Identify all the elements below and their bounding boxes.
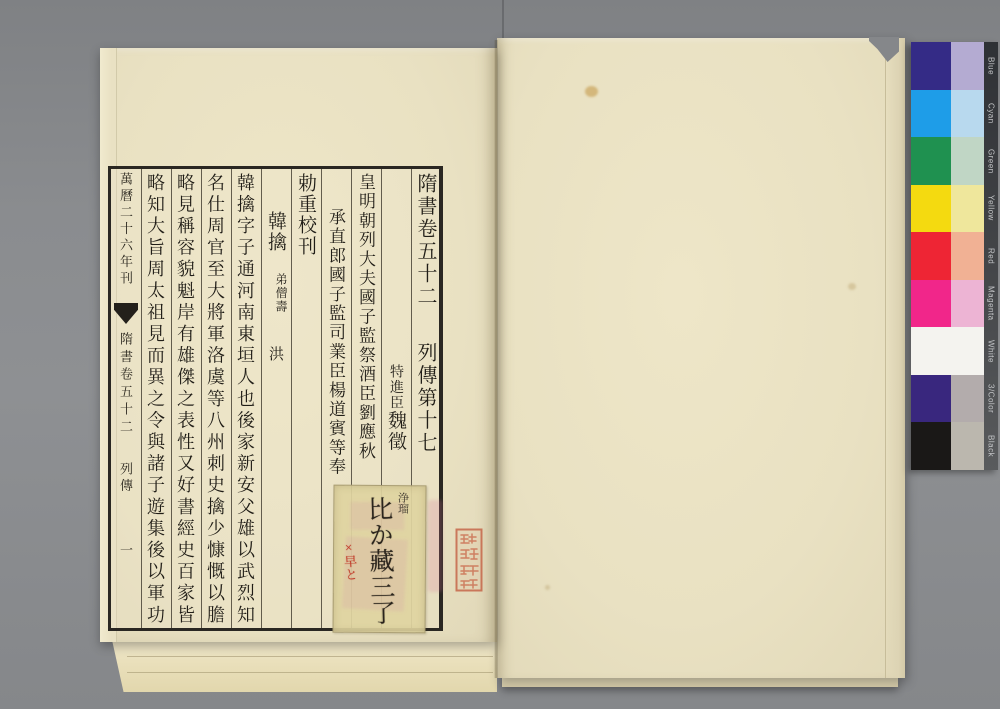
shelf-label-slip <box>332 485 426 634</box>
colorbar-label: Black <box>986 435 996 458</box>
blank-right-page <box>497 38 905 678</box>
editor-column-1: 皇明朝列大夫國子監祭酒臣劉應秋 <box>356 173 375 461</box>
color-patch-magenta-tint <box>951 280 984 328</box>
color-patch-row <box>911 375 984 423</box>
centerfold-running-title: 隋書卷五十二 <box>118 332 133 437</box>
colorbar-label-cell <box>984 327 998 375</box>
color-patch-row <box>911 422 984 470</box>
handwritten-shelfmark: 比か藏三了 <box>364 495 395 627</box>
colorbar-label-cell <box>984 90 998 138</box>
body-column-2: 名仕周官至大將軍洛虞等八州刺史擒少慷慨以膽 <box>205 173 225 627</box>
color-patch-row <box>911 185 984 233</box>
colorbar-label-cell <box>984 280 998 328</box>
color-patch-yellow-tint <box>951 185 984 233</box>
color-patch-green-tint <box>951 137 984 185</box>
book-block-edge-left <box>112 640 497 692</box>
colorbar-label: Red <box>986 247 996 265</box>
compiler-column <box>380 364 410 453</box>
paper-stain <box>585 86 598 97</box>
biography-name: 韓擒 <box>265 211 286 253</box>
colorbar-label-cell <box>984 42 998 90</box>
red-inventory-mark: ×早と <box>340 539 359 582</box>
centerfold-edition-note: 萬曆二十六年刊 <box>118 172 133 288</box>
biography-subname-1: 弟僧壽 <box>274 273 288 314</box>
stamp-bleed-through <box>428 500 443 592</box>
centerfold-section: 列傳 <box>118 462 133 495</box>
paper-stain <box>848 283 856 290</box>
color-patch-black-tint <box>951 422 984 470</box>
colorbar-label: Yellow <box>986 195 996 222</box>
colorbar-label: Cyan <box>986 102 996 124</box>
body-column-4: 略知大旨周太祖見而異之令與諸子遊集後以軍功 <box>145 173 165 627</box>
body-column-3: 略見稱容貌魁岸有雄傑之表性又好書經史百家皆 <box>175 173 195 627</box>
gutter-fold <box>494 40 498 678</box>
colorbar-label-cell <box>984 137 998 185</box>
color-patch-green-solid <box>911 137 951 185</box>
paper-stain <box>545 585 550 590</box>
color-patch-row <box>911 327 984 375</box>
compiler-name: 魏徵 <box>385 410 406 453</box>
color-label-strip <box>984 42 998 470</box>
colorbar-label: Green <box>986 148 996 174</box>
color-patch-red-solid <box>911 232 951 280</box>
color-patch-row <box>911 280 984 328</box>
color-patch-row <box>911 42 984 90</box>
colorbar-label: 3/Color <box>986 383 996 414</box>
color-patch-rows <box>911 42 984 470</box>
color-patch-row <box>911 137 984 185</box>
colorbar-label: Magenta <box>986 286 996 321</box>
color-patch-row <box>911 90 984 138</box>
colorbar-label-cell <box>984 232 998 280</box>
color-patch-3/color-solid <box>911 375 951 423</box>
color-patch-yellow-solid <box>911 185 951 233</box>
color-patch-magenta-solid <box>911 280 951 328</box>
colorbar-label-cell <box>984 185 998 233</box>
color-calibration-bar <box>911 42 998 470</box>
biography-subname-2: 洪 <box>267 346 283 363</box>
color-patch-red-tint <box>951 232 984 280</box>
color-patch-3/color-tint <box>951 375 984 423</box>
collection-seal-stamp <box>455 528 483 592</box>
backdrop-seam <box>502 0 504 42</box>
body-column-1: 韓擒字子通河南東垣人也後家新安父雄以武烈知 <box>235 173 255 627</box>
color-patch-blue-solid <box>911 42 951 90</box>
color-patch-cyan-solid <box>911 90 951 138</box>
colorbar-label: Blue <box>986 56 996 75</box>
color-patch-cyan-tint <box>951 90 984 138</box>
compiler-rank: 特進臣 <box>388 364 403 411</box>
handwritten-side-note: 浄瑠 <box>396 492 409 515</box>
color-patch-blue-tint <box>951 42 984 90</box>
color-patch-white <box>911 327 984 375</box>
volume-title: 隋書卷五十二 <box>414 173 436 308</box>
editor-column-2: 承直郎國子監司業臣楊道賓等奉 <box>326 208 345 477</box>
centerfold-page-number: 一 <box>118 543 133 560</box>
page-edge-line <box>127 656 493 657</box>
colorbar-label-cell <box>984 375 998 423</box>
color-patch-row <box>911 232 984 280</box>
page-edge-line <box>127 672 493 673</box>
chapter-heading: 列傳第十七 <box>414 342 436 455</box>
page-fore-edge <box>885 38 905 678</box>
colorbar-label: White <box>986 339 996 363</box>
colorbar-label-cell <box>984 422 998 470</box>
edict-column: 勅重校刊 <box>295 173 316 257</box>
color-patch-black-solid <box>911 422 951 470</box>
